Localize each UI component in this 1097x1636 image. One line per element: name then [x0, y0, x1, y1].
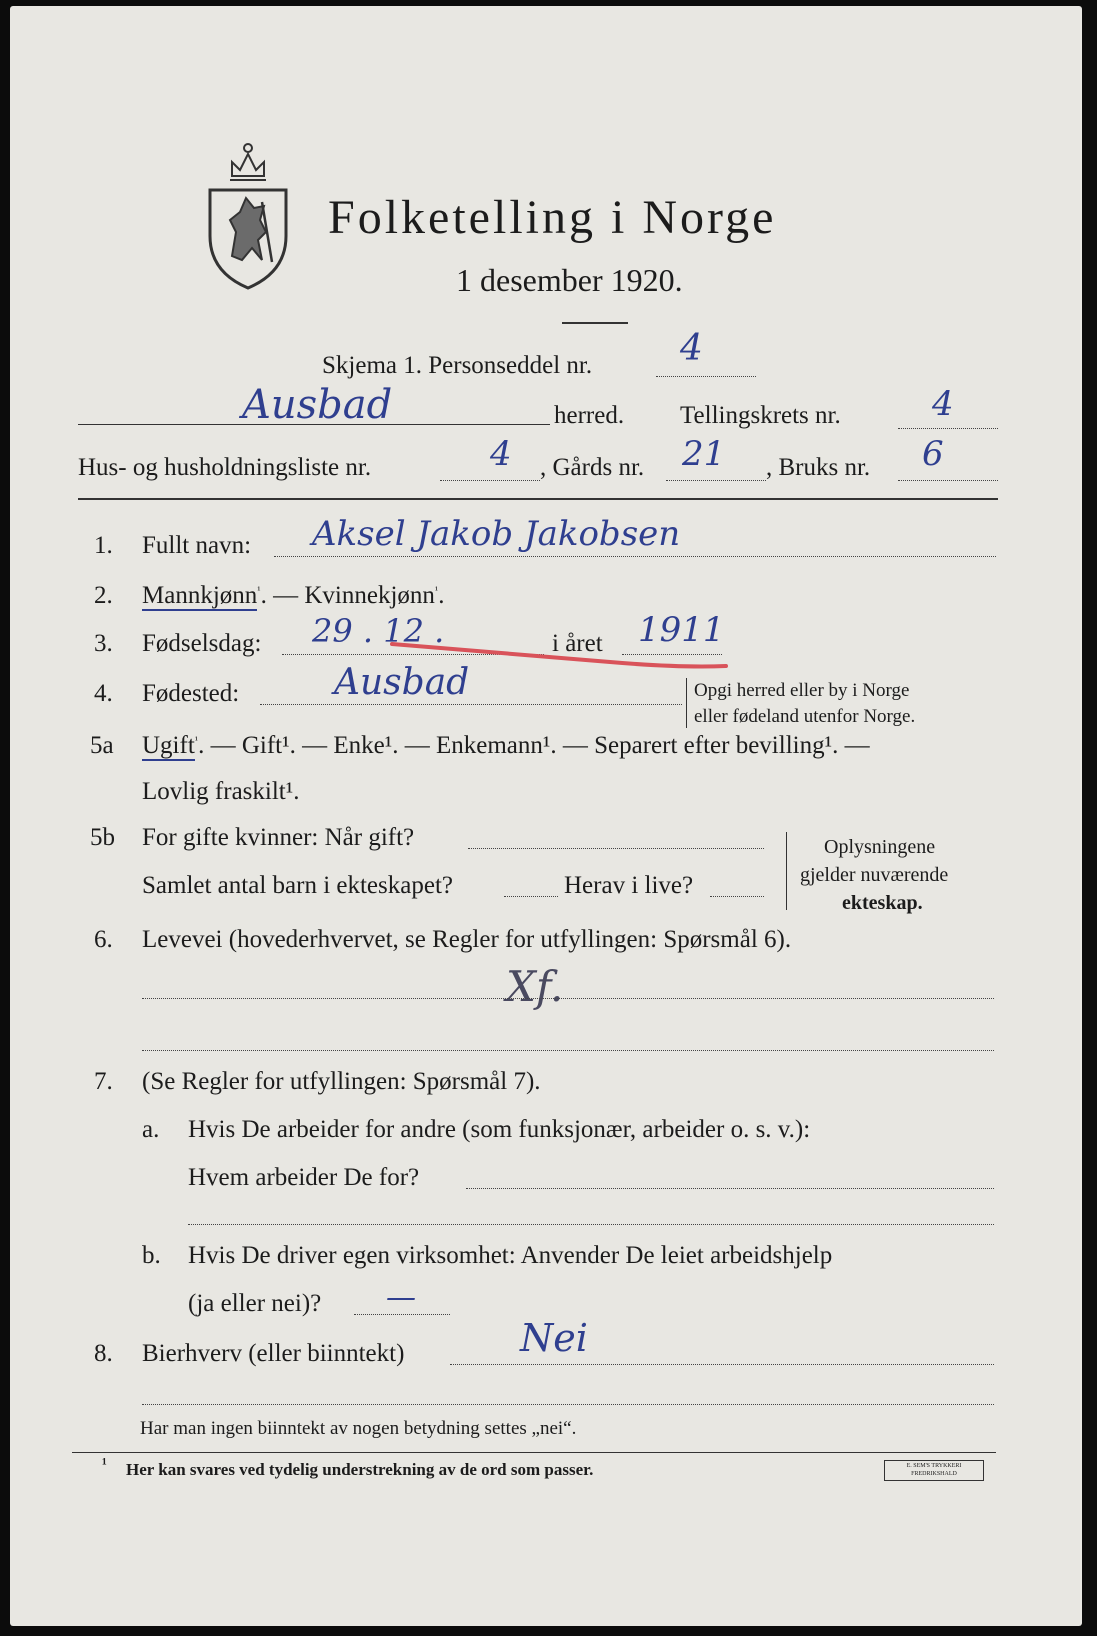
q5b-number: 5b — [90, 824, 115, 851]
q7b-number: b. — [142, 1242, 161, 1269]
q5b-alive-label: Herav i live? — [564, 872, 694, 899]
hus-nr-line — [440, 480, 540, 481]
marital-options[interactable]: . — Gift¹. — Enke¹. — Enkemann¹. — Separert efter bevilling¹. — — [198, 732, 870, 759]
tellingskrets-nr-value[interactable]: 4 — [932, 384, 954, 424]
personseddel-nr-value[interactable]: 4 — [680, 328, 703, 369]
birthdate-value[interactable]: 29 . 12 . — [312, 612, 445, 650]
q7a-line1: Hvis De arbeider for andre (som funksjonær, arbeider o. s. v.): — [188, 1116, 811, 1143]
bruks-nr-line — [898, 480, 998, 481]
herred-label: herred. — [554, 402, 625, 429]
gards-label: , Gårds nr. — [540, 454, 645, 481]
footnote-text: Her kan svares ved tydelig understrekning av de ord som passer. — [126, 1460, 594, 1479]
footnote-mark: ¹ — [434, 584, 439, 597]
q2-options — [142, 582, 444, 610]
form-title: Folketelling i Norge — [328, 191, 777, 244]
herred-value[interactable]: Ausbad — [242, 382, 393, 428]
children-count-line — [504, 896, 558, 897]
footnote-mark: ¹ — [194, 734, 199, 747]
q7-label: (Se Regler for utfyllingen: Spørsmål 7). — [142, 1068, 541, 1095]
occupation-value[interactable]: Xf. — [506, 962, 564, 1011]
q2-number: 2. — [94, 582, 113, 609]
q3-number: 3. — [94, 630, 113, 657]
census-form — [10, 6, 1082, 1626]
q7b-line1: Hvis De driver egen virksomhet: Anvender De leiet arbeidshjelp — [188, 1242, 833, 1269]
occupation-line-2 — [142, 1050, 994, 1051]
q5a-line1 — [142, 732, 870, 760]
gards-nr-value[interactable]: 21 — [682, 434, 726, 474]
form-date: 1 desember 1920. — [456, 262, 683, 298]
q5b-note-line3: ekteskap. — [842, 892, 923, 914]
gards-nr-line — [666, 480, 766, 481]
option-lovlig-fraskilt[interactable]: Lovlig fraskilt¹. — [142, 778, 300, 805]
option-ugift[interactable]: Ugift — [142, 732, 195, 759]
q4-note-line2: eller fødeland utenfor Norge. — [694, 706, 916, 727]
married-when-line — [468, 848, 764, 849]
q5b-note-brace — [786, 832, 787, 910]
employer-line-1 — [466, 1188, 994, 1189]
q4-number: 4. — [94, 680, 113, 707]
q1-line — [274, 556, 996, 557]
birthplace-line — [260, 704, 682, 705]
option-kvinnekjonn[interactable]: Kvinnekjønn — [304, 582, 435, 609]
side-income-line-2 — [142, 1404, 994, 1405]
schema-label: Skjema 1. Personseddel nr. — [322, 352, 593, 379]
q2-separator: . — — [260, 582, 305, 609]
q1-number: 1. — [94, 532, 113, 559]
personseddel-nr-line — [656, 376, 756, 377]
q6-number: 6. — [94, 926, 113, 953]
q8-number: 8. — [94, 1340, 113, 1367]
birthplace-value[interactable]: Ausbad — [334, 662, 470, 703]
q7-number: 7. — [94, 1068, 113, 1095]
q7b-line2: (ja eller nei)? — [188, 1290, 322, 1317]
bruks-label: , Bruks nr. — [766, 454, 871, 481]
q1-label: Fullt navn: — [142, 532, 252, 559]
title-divider — [562, 322, 628, 324]
full-name-value[interactable]: Aksel Jakob Jakobsen — [312, 514, 681, 554]
printer-stamp: E. SEM'S TRYKKERI FREDRIKSHALD — [884, 1460, 984, 1481]
footnote-mark: ¹ — [257, 584, 261, 597]
children-alive-line — [710, 896, 764, 897]
employer-line-2 — [188, 1224, 994, 1225]
q5b-line1: For gifte kvinner: Når gift? — [142, 824, 415, 851]
q2-end: . — [438, 582, 445, 609]
footnote-number: ¹ — [102, 1456, 107, 1473]
q4-note-line1: Opgi herred eller by i Norge — [694, 680, 910, 701]
birth-year-value[interactable]: 1911 — [638, 610, 725, 650]
q4-label: Fødested: — [142, 680, 240, 707]
q8-label: Bierhverv (eller biinntekt) — [142, 1340, 405, 1367]
hired-help-value[interactable]: — — [386, 1280, 416, 1315]
option-mannkjonn[interactable]: Mannkjønn — [142, 582, 258, 609]
header-divider — [78, 498, 998, 500]
birth-year-label: i året — [552, 630, 603, 657]
hus-label: Hus- og husholdningsliste nr. — [78, 454, 372, 481]
q4-note-brace — [686, 678, 687, 728]
q6-label: Levevei (hovederhvervet, se Regler for utfyllingen: Spørsmål 6). — [142, 926, 792, 953]
footnote-divider — [72, 1452, 996, 1453]
q5a-number: 5a — [90, 732, 114, 759]
tellingskrets-nr-line — [898, 428, 998, 429]
bruks-nr-value[interactable]: 6 — [922, 434, 944, 474]
coat-of-arms-icon — [202, 136, 294, 292]
bottom-note: Har man ingen biinntekt av nogen betydning settes „nei“. — [140, 1418, 577, 1439]
q5b-children-label: Samlet antal barn i ekteskapet? — [142, 872, 453, 899]
q7a-number: a. — [142, 1116, 160, 1143]
hus-nr-value[interactable]: 4 — [490, 434, 512, 474]
q7a-line2: Hvem arbeider De for? — [188, 1164, 420, 1191]
side-income-line-1 — [450, 1364, 994, 1365]
side-income-value[interactable]: Nei — [520, 1316, 588, 1360]
occupation-line-1 — [142, 998, 994, 999]
q3-label: Fødselsdag: — [142, 630, 262, 657]
q5b-note-line2: gjelder nuværende — [800, 864, 949, 886]
q5b-note-line1: Oplysningene — [824, 836, 936, 858]
tellingskrets-label: Tellingskrets nr. — [680, 402, 841, 429]
